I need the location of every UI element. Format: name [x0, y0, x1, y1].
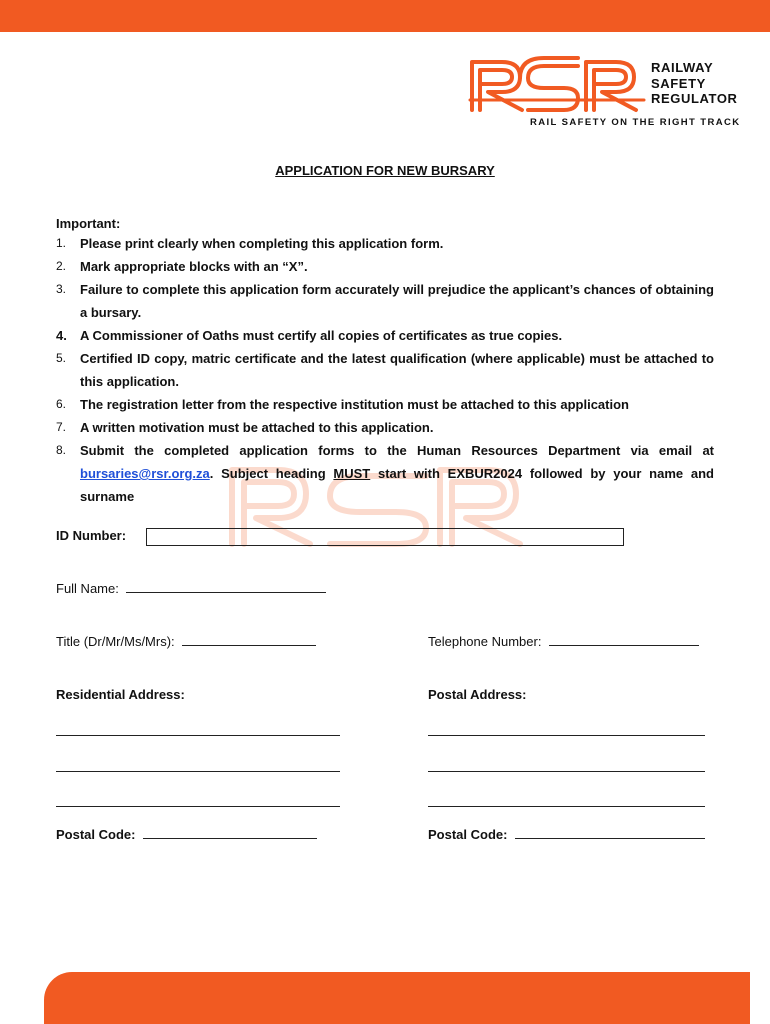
instruction-number: 2.: [56, 259, 67, 273]
full-name-line[interactable]: [126, 581, 326, 593]
full-name-field: [56, 581, 326, 596]
id-number-label: ID Number:: [56, 528, 127, 543]
title-label: Title (Dr/Mr/Ms/Mrs):: [56, 634, 175, 649]
instruction-number: 5.: [56, 351, 67, 365]
instruction-item: [56, 278, 714, 324]
postal-code-left-field: [56, 827, 317, 842]
telephone-line[interactable]: [549, 634, 699, 646]
top-accent-bar: [0, 0, 770, 32]
postal-code-left-line[interactable]: [143, 827, 317, 839]
telephone-label: Telephone Number:: [428, 634, 542, 649]
postal-code-left-label: Postal Code:: [56, 827, 136, 842]
instruction-number: 8.: [56, 443, 67, 457]
important-heading: Important:: [56, 216, 121, 231]
instructions-list: [56, 232, 714, 508]
brand-line-regulator: REGULATOR: [651, 91, 738, 106]
instruction-number: 1.: [56, 236, 67, 250]
instruction-number: 3.: [56, 282, 67, 296]
brand-line-railway: RAILWAY: [651, 60, 714, 75]
id-number-input-box[interactable]: [146, 528, 624, 546]
residential-address-line-2[interactable]: [56, 771, 340, 772]
title-field: [56, 634, 316, 649]
residential-address-line-1[interactable]: [56, 735, 340, 736]
bursaries-email-link[interactable]: bursaries@rsr.org.za: [80, 466, 210, 481]
instruction-text: Submit the completed application forms to the Human Resources Department via email at: [80, 443, 714, 458]
rsr-logo-mark: [468, 56, 648, 114]
instruction-item: [56, 324, 714, 347]
postal-code-right-line[interactable]: [515, 827, 705, 839]
instruction-item: [56, 416, 714, 439]
document-title: APPLICATION FOR NEW BURSARY: [275, 163, 495, 178]
instruction-text: Certified ID copy, matric certificate and the latest qualification (where applicable) must be attached to this application.: [80, 351, 714, 389]
postal-address-label: Postal Address:: [428, 687, 527, 702]
brand-line-safety: SAFETY: [651, 75, 706, 91]
instruction-text: Please print clearly when completing this application form.: [80, 236, 444, 251]
instruction-item: [56, 232, 714, 255]
instruction-item: [56, 393, 714, 416]
postal-code-right-label: Postal Code:: [428, 827, 508, 842]
instruction-number: 7.: [56, 420, 67, 434]
full-name-label: Full Name:: [56, 581, 119, 596]
must-emphasis: MUST: [333, 466, 371, 481]
residential-address-label: Residential Address:: [56, 687, 185, 702]
postal-address-line-2[interactable]: [428, 771, 705, 772]
instruction-item: [56, 347, 714, 393]
instruction-text: Failure to complete this application form accurately will prejudice the applicant’s chances of obtaining a bursary.: [80, 282, 714, 320]
postal-address-line-1[interactable]: [428, 735, 705, 736]
postal-code-right-field: [428, 827, 705, 842]
bottom-accent-bar: [44, 972, 750, 1024]
logo-brand-text: [651, 60, 738, 107]
instruction-number: 4.: [56, 328, 67, 343]
instruction-text: A Commissioner of Oaths must certify all copies of certificates as true copies.: [80, 328, 563, 343]
residential-address-line-3[interactable]: [56, 806, 340, 807]
title-line[interactable]: [182, 634, 316, 646]
instruction-text: The registration letter from the respective institution must be attached to this application: [80, 397, 629, 412]
postal-address-line-3[interactable]: [428, 806, 705, 807]
instruction-item: [56, 439, 714, 508]
instruction-text: . Subject heading: [209, 466, 334, 481]
instruction-number: 6.: [56, 397, 67, 411]
instruction-text: start with EXBUR2024 followed by your name and surname: [80, 466, 714, 504]
instruction-item: [56, 255, 714, 278]
instruction-text: Mark appropriate blocks with an “X”.: [80, 259, 308, 274]
rsr-logo: [468, 56, 750, 132]
logo-tagline: RAIL SAFETY ON THE RIGHT TRACK: [530, 117, 741, 128]
instruction-text: A written motivation must be attached to this application.: [80, 420, 434, 435]
telephone-field: [428, 634, 699, 649]
